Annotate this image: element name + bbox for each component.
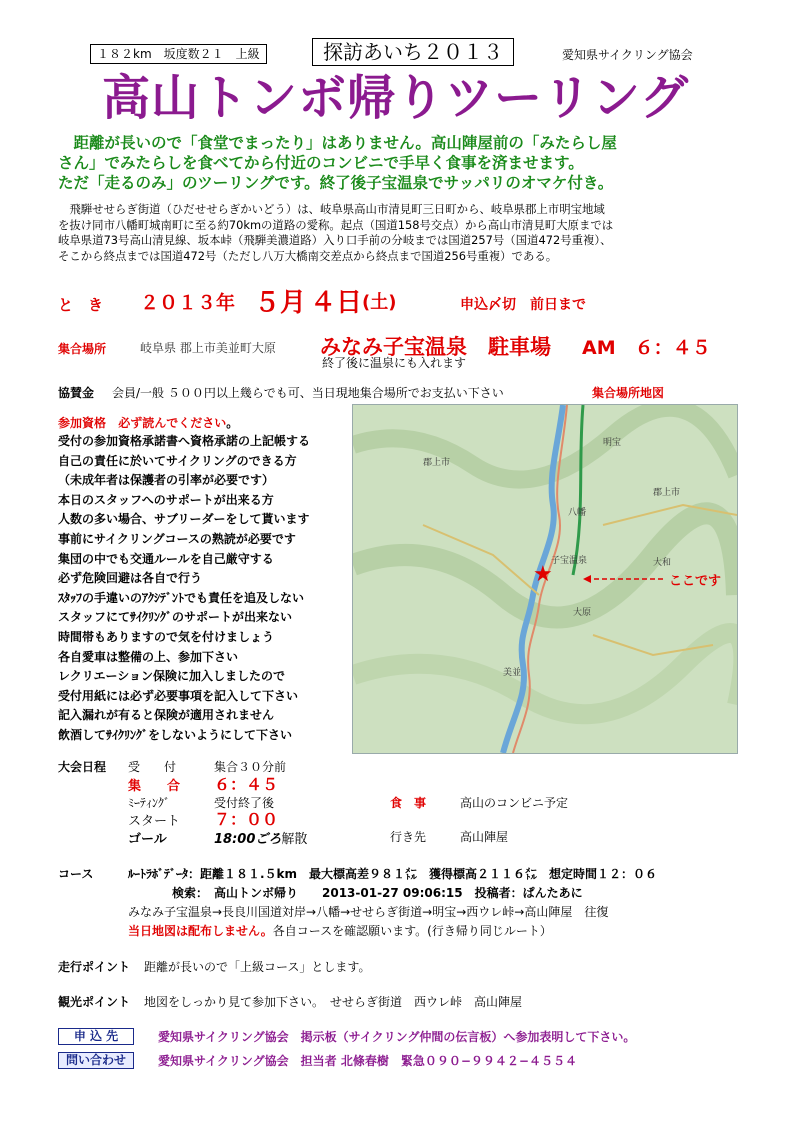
here-label: ここです bbox=[669, 574, 722, 589]
svg-text:美並: 美並 bbox=[503, 668, 522, 678]
contact-label: 問い合わせ bbox=[58, 1052, 134, 1069]
list-item: 受付用紙には必ず必要事項を記入して下さい bbox=[58, 688, 299, 703]
deadline: 申込〆切 前日まで bbox=[460, 297, 586, 313]
sight-point-label: 観光ポイント bbox=[58, 995, 131, 1009]
meeting-map bbox=[352, 404, 738, 754]
svg-text:郡上市: 郡上市 bbox=[653, 488, 681, 498]
goal-time: 18:00ごろ解散 bbox=[214, 832, 308, 847]
reception-time: 集合３０分前 bbox=[214, 760, 287, 774]
list-item: 飲酒してｻｲｸﾘﾝｸﾞをしないようにして下さい bbox=[58, 727, 293, 742]
route-description: 飛騨せせらぎ街道（ひだせせらぎかいどう）は、岐阜県高山市清見町三日町から、岐阜県郡上市明宝地域 を抜け同市八幡町城南町に至る約70kmの道路の愛称。起点（国道158号交点）から高山市清見町大原までは 岐阜県道73号高山清見線、坂本峠（飛騨美濃道路）入り口手前の分岐までは国道257号（国道472号重複）、 そこから終点までは国道472号（ただし八万大橋南交差点から終点まで国道256号重複）である。 bbox=[58, 202, 614, 263]
rules-list bbox=[58, 432, 310, 746]
list-item: 受付の参加資格承諾書へ資格承諾の上記帳する bbox=[58, 434, 311, 448]
list-item: 事前にサイクリングコースの熟読が必要です bbox=[58, 531, 296, 546]
intro-text: 距離が長いので「食堂でまったり」はありません。高山陣屋前の「みたらし屋 さん」でみたらしを食べてから付近のコンビニで手早く食事を済ませます。 ただ「走るのみ」のツーリングです。終了後子宝温泉でサッパリのオマケ付き。 bbox=[58, 134, 617, 192]
list-item: 記入漏れが有ると保険が適用されません bbox=[58, 708, 275, 723]
schedule-label: 大会日程 bbox=[58, 760, 107, 774]
rules-must: 必ず読んでください bbox=[118, 416, 227, 430]
star-icon: ★ bbox=[533, 562, 553, 587]
date-label: と き bbox=[58, 296, 104, 314]
run-point-label: 走行ポイント bbox=[58, 960, 131, 974]
destination-label: 行き先 bbox=[390, 830, 427, 844]
meeting-place: みなみ子宝温泉 駐車場 bbox=[320, 335, 551, 359]
course-search: 検索： 高山トンボ帰り 2013-01-27 09:06:15 投稿者：ぱんたあに bbox=[172, 886, 583, 900]
start-label: スタート bbox=[128, 814, 181, 829]
svg-text:子宝温泉: 子宝温泉 bbox=[551, 556, 588, 566]
page-title: 高山トンボ帰りツーリング bbox=[102, 70, 690, 126]
assemble-time: ６：４５ bbox=[214, 775, 279, 794]
svg-text:郡上市: 郡上市 bbox=[423, 458, 451, 468]
list-item: 各自愛車は整備の上、参加下さい bbox=[58, 649, 239, 664]
organizer: 愛知県サイクリング協会 bbox=[562, 48, 693, 62]
meal-plan: 高山のコンビニ予定 bbox=[460, 796, 569, 810]
list-item: 自己の責任に於いてサイクリングのできる方 bbox=[58, 453, 297, 468]
list-item: （未成年者は保護者の引率が必要です） bbox=[58, 473, 275, 488]
run-point: 距離が長いので「上級コース」とします。 bbox=[144, 960, 371, 974]
destination: 高山陣屋 bbox=[460, 830, 509, 844]
list-item: スタッフにてｻｲｸﾘﾝｸﾞのサポートが出来ない bbox=[58, 610, 293, 625]
meeting-address: 岐阜県 郡上市美並町大原 bbox=[140, 341, 276, 355]
course-route: みなみ子宝温泉→長良川国道対岸→八幡→せせらぎ街道→明宝→西ウレ峠→高山陣屋 往復 bbox=[128, 905, 609, 919]
series-title: 探訪あいち２０１３ bbox=[312, 38, 514, 66]
svg-text:明宝: 明宝 bbox=[603, 438, 622, 448]
list-item: 集団の中でも交通ルールを自己厳守する bbox=[58, 551, 274, 566]
meeting-note: 終了後に温泉にも入れます bbox=[322, 356, 467, 370]
meeting-time: AM ６：４５ bbox=[582, 337, 711, 359]
date-month: ５月 bbox=[254, 288, 307, 318]
rules-head: 参加資格 bbox=[58, 416, 107, 430]
course-spec: １８２km 坂度数２１ 上級 bbox=[90, 44, 267, 64]
course-data: ﾙｰﾄﾗﾎﾞﾃﾞｰﾀ：距離１８１.５km 最大標高差９８１㍍ 獲得標高２１１６㍍ 想定時間１２：０６ bbox=[128, 867, 658, 881]
apply-label: 申 込 先 bbox=[58, 1028, 134, 1045]
meal-label: 食 事 bbox=[390, 796, 427, 810]
svg-text:八幡: 八幡 bbox=[568, 508, 587, 518]
list-item: レクリエーション保険に加入しましたので bbox=[58, 669, 286, 684]
list-item: 時間帯もありますので気を付けましょう bbox=[58, 629, 275, 644]
list-item: 本日のスタッフへのサポートが出来る方 bbox=[58, 492, 274, 507]
fee-text: 会員/一般 ５００円以上幾らでも可、当日現地集合場所でお支払い下さい bbox=[112, 386, 504, 400]
svg-text:大原: 大原 bbox=[573, 608, 592, 618]
apply-text: 愛知県サイクリング協会 掲示板（サイクリング仲間の伝言板）へ参加表明して下さい。 bbox=[158, 1030, 636, 1044]
rules-dot: 。 bbox=[226, 416, 239, 430]
start-time: ７：００ bbox=[214, 810, 279, 829]
list-item: ｽﾀｯﾌの手違いのｱｸｼﾃﾞﾝﾄでも責任を追及しない bbox=[58, 590, 305, 605]
meeting-label: 集合場所 bbox=[58, 342, 107, 356]
briefing-time: 受付終了後 bbox=[214, 796, 275, 810]
contact-text: 愛知県サイクリング協会 担当者 北條春樹 緊急０９０−９９４２−４５５４ bbox=[158, 1054, 577, 1068]
reception-label: 受 付 bbox=[128, 760, 177, 774]
fee-label: 協賛金 bbox=[58, 386, 95, 400]
course-note: 当日地図は配布しません。各自コースを確認願います。(行き帰り同じルート） bbox=[128, 924, 552, 938]
briefing-label: ﾐｰﾃｨﾝｸﾞ bbox=[128, 796, 171, 810]
list-item: 必ず危険回避は各自で行う bbox=[58, 571, 203, 586]
goal-label: ゴール bbox=[128, 832, 167, 847]
date-day: ４日 bbox=[310, 288, 363, 318]
map-label: 集合場所地図 bbox=[592, 386, 665, 400]
svg-text:大和: 大和 bbox=[653, 558, 672, 568]
sight-point: 地図をしっかり見て参加下さい。 せせらぎ街道 西ウレ峠 高山陣屋 bbox=[144, 995, 523, 1009]
list-item: 人数の多い場合、サブリーダーをして貰います bbox=[58, 512, 310, 527]
assemble-label: 集 合 bbox=[128, 779, 181, 794]
date-weekday: (土) bbox=[362, 292, 397, 313]
date-year: ２０１３年 bbox=[140, 292, 236, 314]
course-label: コース bbox=[58, 867, 94, 881]
rules-heading bbox=[58, 414, 238, 431]
